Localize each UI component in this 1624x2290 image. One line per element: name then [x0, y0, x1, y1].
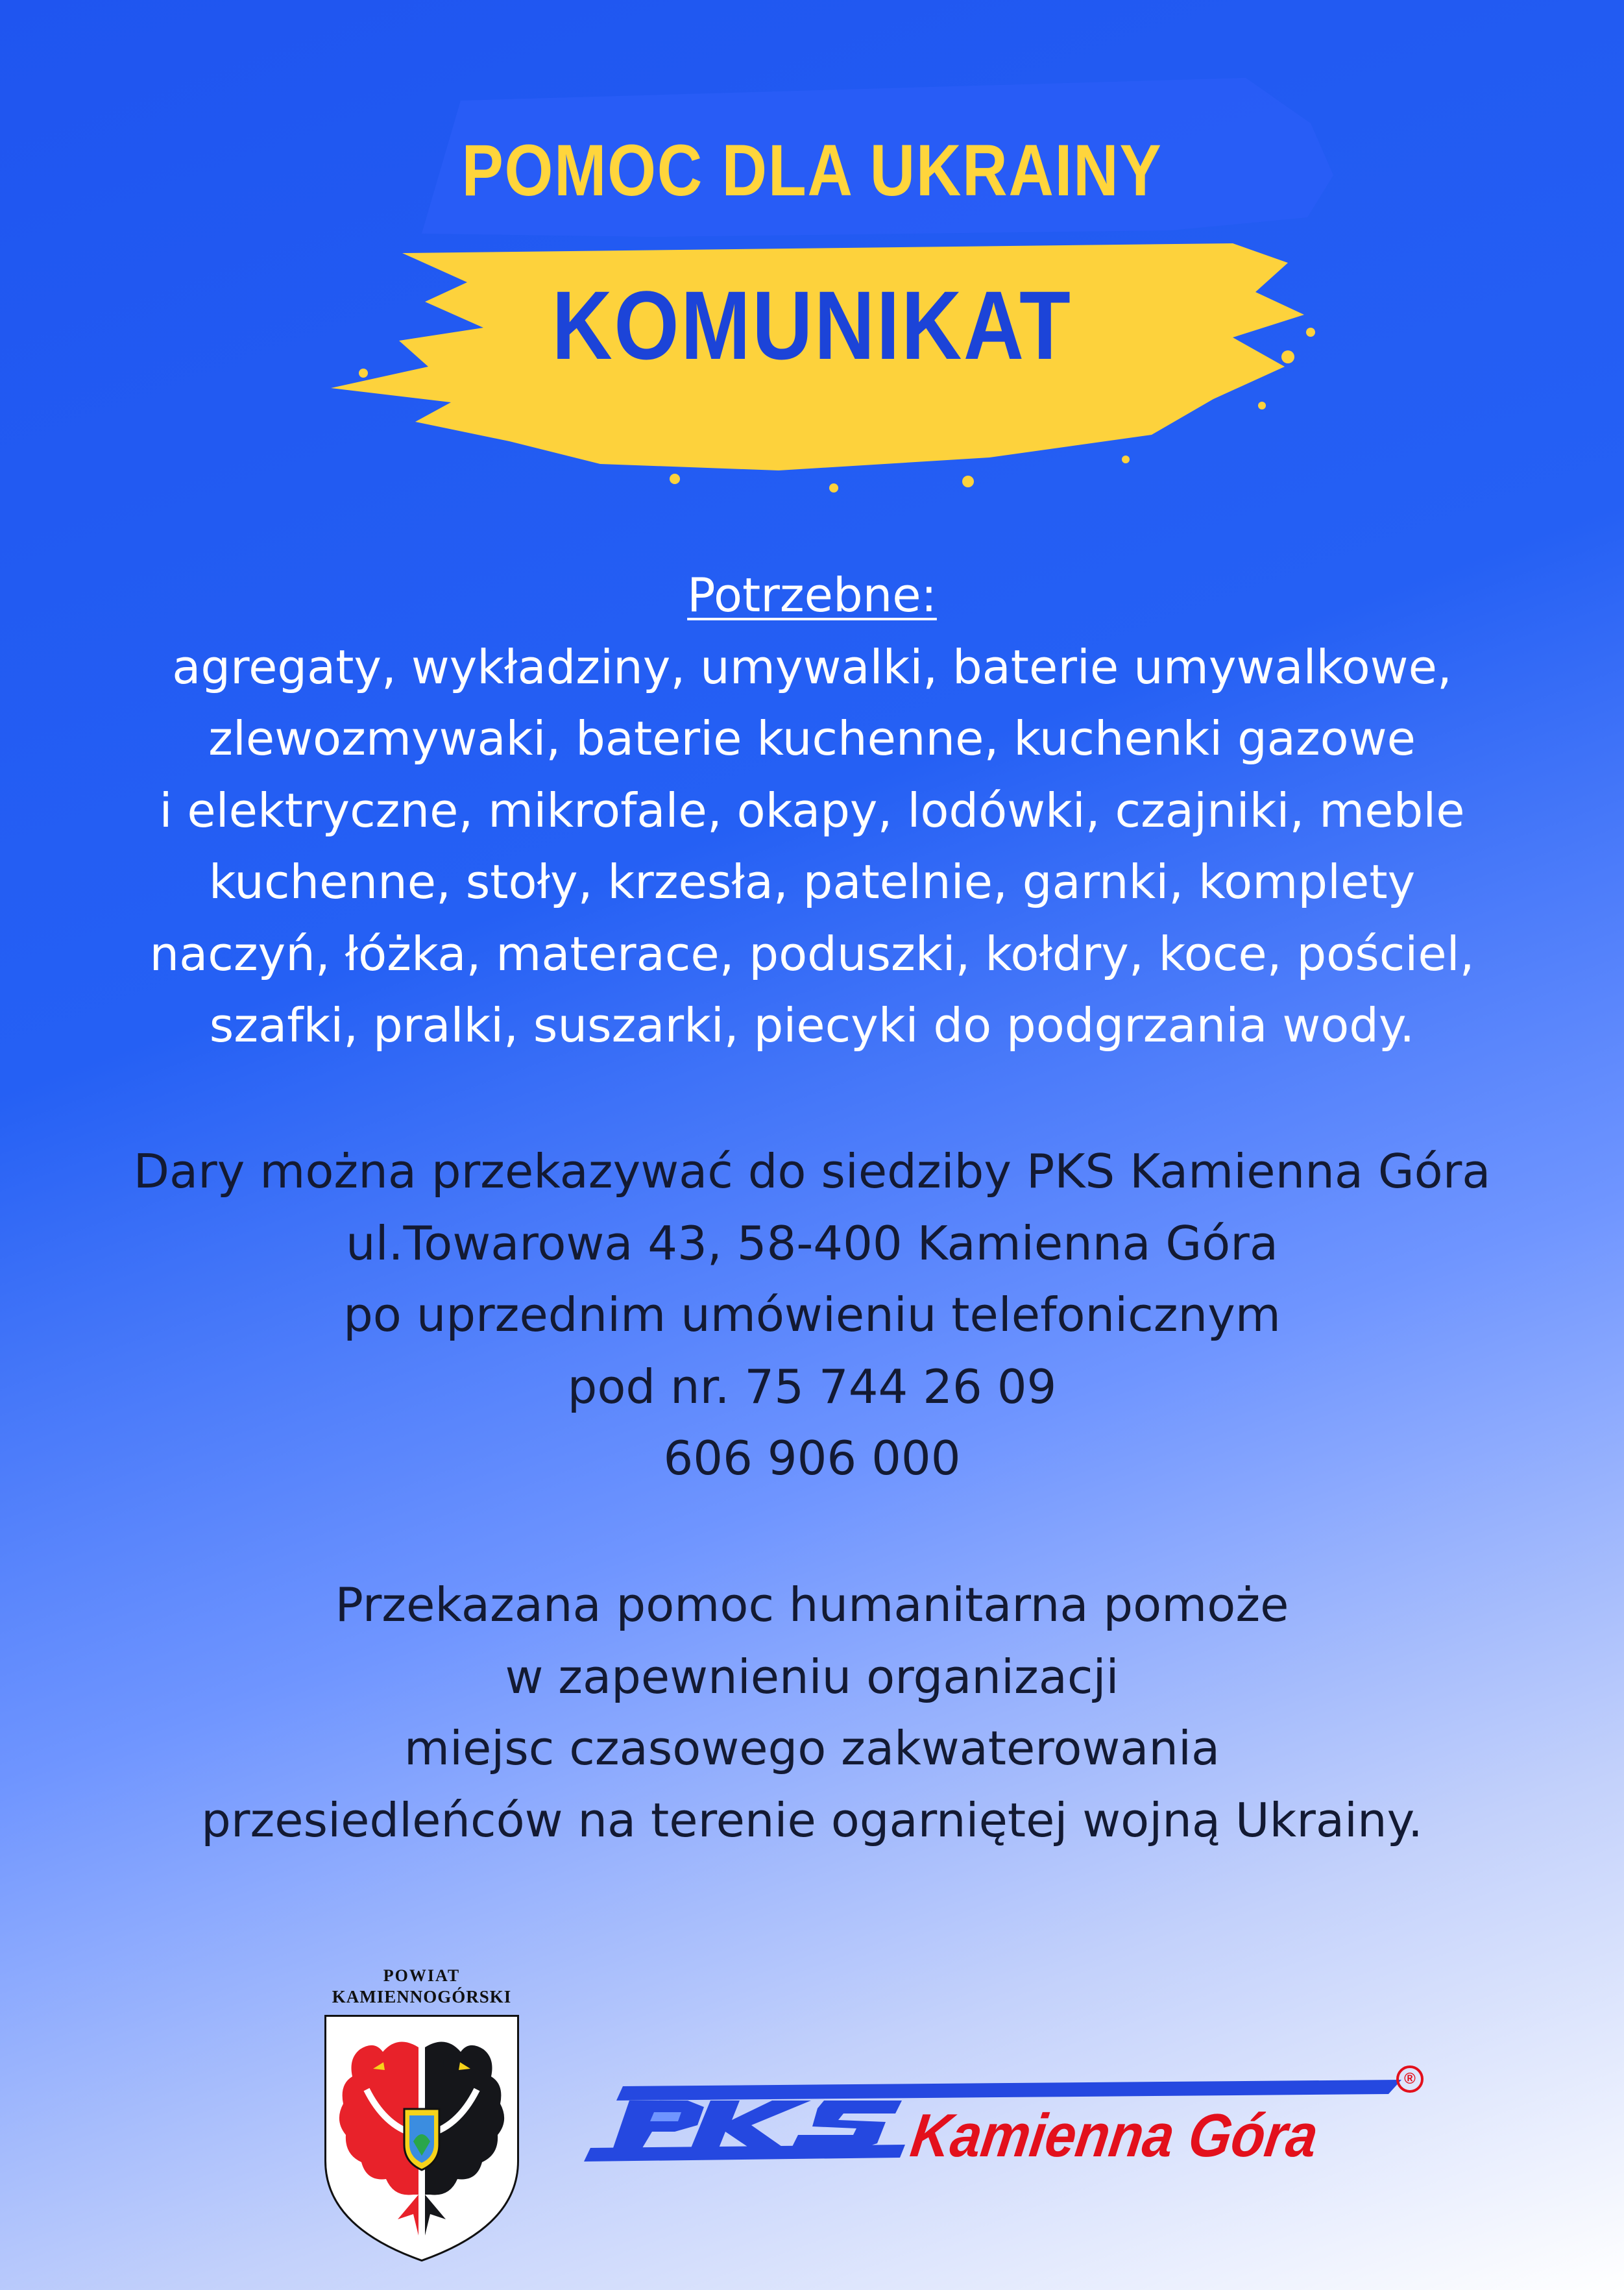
purpose-line: przesiedleńców na terenie ogarniętej wojną Ukrainy.: [201, 1792, 1423, 1847]
poster-title: POMOC DLA UKRAINY: [461, 130, 1163, 211]
purpose-section: [65, 1569, 1559, 1856]
purpose-line: miejsc czasowego zakwaterowania: [404, 1721, 1220, 1775]
needs-line: i elektryczne, mikrofale, okapy, lodówki, czajniki, meble: [159, 783, 1465, 838]
poster-subtitle: KOMUNIKAT: [551, 271, 1073, 380]
donation-line: Dary można przekazywać do siedziby PKS Kamienna Góra: [133, 1144, 1491, 1199]
needs-heading: Potrzebne:: [687, 568, 937, 622]
purpose-line: Przekazana pomoc humanitarna pomoże: [335, 1577, 1289, 1632]
purpose-line: w zapewnieniu organizacji: [505, 1649, 1119, 1704]
needs-line: zlewozmywaki, baterie kuchenne, kuchenki gazowe: [208, 711, 1416, 766]
needs-line: naczyń, łóżka, materace, poduszki, kołdry, koce, pościel,: [149, 926, 1475, 981]
phone-number: 606 906 000: [663, 1431, 961, 1485]
pks-logo: [577, 2060, 1434, 2169]
donation-address: ul.Towarowa 43, 58-400 Kamienna Góra: [346, 1215, 1278, 1271]
donation-line: po uprzednim umówieniu telefonicznym: [343, 1287, 1281, 1342]
coat-of-arms: [321, 1960, 522, 2265]
needs-line: agregaty, wykładziny, umywalki, baterie umywalkowe,: [172, 639, 1452, 694]
coat-label-top: POWIAT: [383, 1966, 461, 1985]
coat-label-bottom: KAMIENNOGÓRSKI: [332, 1987, 512, 2006]
needs-section: [65, 559, 1559, 1062]
pks-logo-text: Kamienna Góra: [906, 2101, 1322, 2169]
registered-mark: ®: [1396, 2065, 1424, 2093]
eagle-coat-of-arms-icon: [321, 2012, 522, 2265]
phone-number: pod nr. 75 744 26 09: [567, 1359, 1057, 1414]
needs-line: szafki, pralki, suszarki, piecyki do podgrzania wody.: [209, 998, 1415, 1053]
needs-line: kuchenne, stoły, krzesła, patelnie, garnki, komplety: [208, 855, 1416, 909]
donation-section: [65, 1136, 1559, 1494]
